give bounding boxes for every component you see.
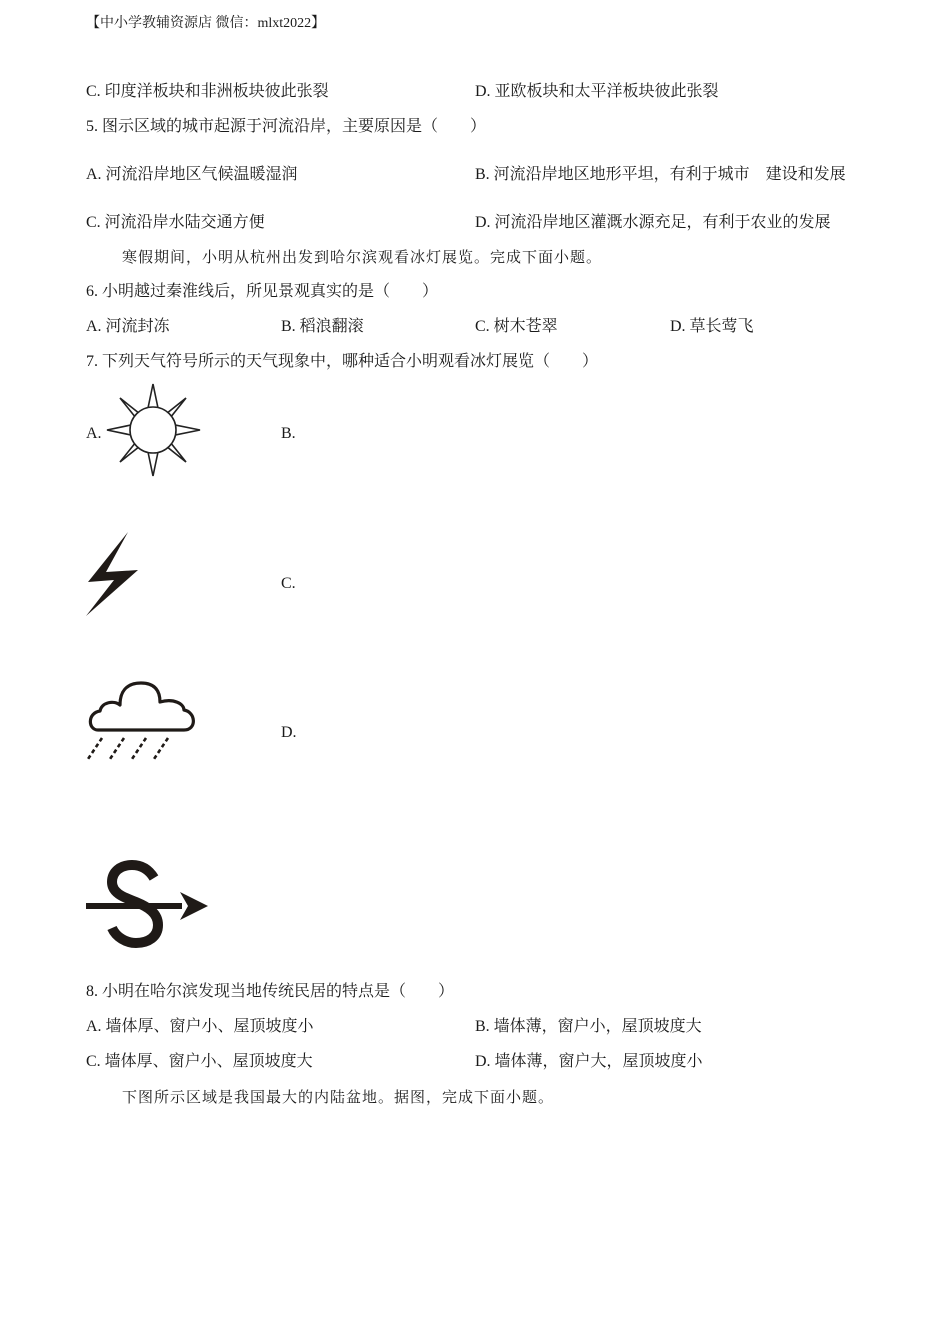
q5-option-c: C. 河流沿岸水陆交通方便: [86, 214, 265, 231]
q6-option-c: C. 树木苍翠: [475, 318, 558, 335]
q6-option-d: D. 草长莺飞: [670, 318, 754, 335]
q4-option-c: C. 印度洋板块和非洲板块彼此张裂: [86, 83, 329, 100]
q7-label-a: A.: [86, 425, 102, 442]
q5-option-d: D. 河流沿岸地区灌溉水源充足，有利于农业的发展: [475, 214, 831, 231]
q6-stem: 6. 小明越过秦淮线后，所见景观真实的是（ ）: [86, 283, 439, 300]
q6-option-a: A. 河流封冻: [86, 318, 170, 335]
sandstorm-icon: [84, 858, 212, 948]
q8-option-c: C. 墙体厚、窗户小、屋顶坡度大: [86, 1053, 313, 1070]
q6-option-b: B. 稻浪翻滚: [281, 318, 364, 335]
q5-option-a: A. 河流沿岸地区气候温暖湿润: [86, 166, 298, 183]
q5-option-b: B. 河流沿岸地区地形平坦，有利于城市 建设和发展: [475, 166, 846, 183]
q7-stem: 7. 下列天气符号所示的天气现象中，哪种适合小明观看冰灯展览（ ）: [86, 353, 599, 370]
q8-option-b: B. 墙体薄，窗户小，屋顶坡度大: [475, 1018, 702, 1035]
q4-option-d: D. 亚欧板块和太平洋板块彼此张裂: [475, 83, 719, 100]
lightning-icon: [84, 530, 142, 618]
page-header: 【中小学教辅资源店 微信：mlxt2022】: [86, 16, 326, 31]
q8-option-a: A. 墙体厚、窗户小、屋顶坡度小: [86, 1018, 314, 1035]
sun-icon: [104, 382, 204, 478]
q8-stem: 8. 小明在哈尔滨发现当地传统民居的特点是（ ）: [86, 983, 455, 1000]
q7-label-b: B.: [281, 425, 296, 442]
q8-option-d: D. 墙体薄，窗户大，屋顶坡度小: [475, 1053, 703, 1070]
passage-winter-trip: 寒假期间，小明从杭州出发到哈尔滨观看冰灯展览。完成下面小题。: [122, 248, 603, 266]
passage-inland-basin: 下图所示区域是我国最大的内陆盆地。据图，完成下面小题。: [122, 1088, 555, 1106]
q7-label-c: C.: [281, 575, 296, 592]
q7-label-d: D.: [281, 724, 297, 741]
q5-stem: 5. 图示区域的城市起源于河流沿岸，主要原因是（ ）: [86, 118, 487, 135]
rain-cloud-icon: [84, 680, 200, 762]
